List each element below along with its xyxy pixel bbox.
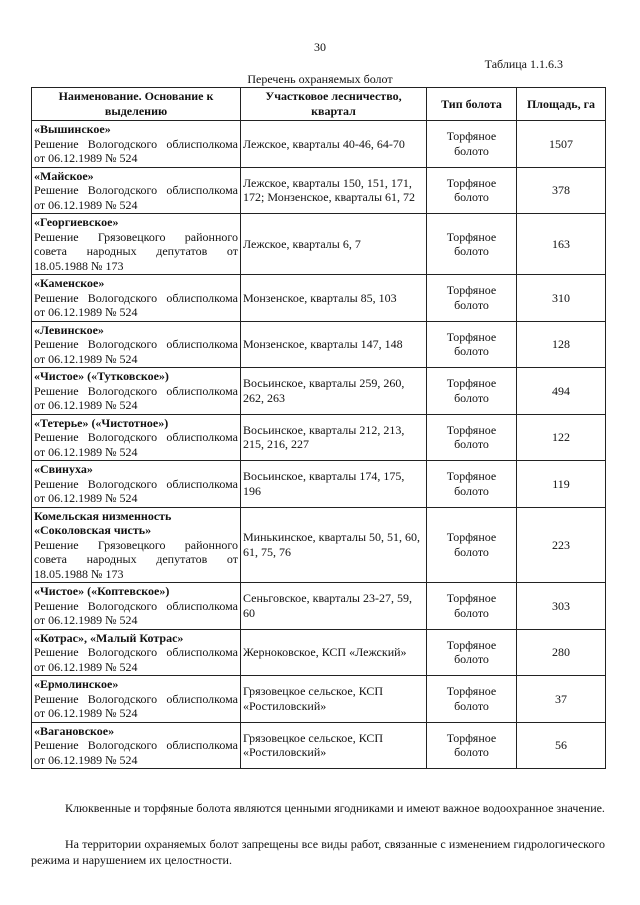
- cell-area: 122: [517, 414, 606, 461]
- table-row: [32, 275, 606, 322]
- cell-type: Торфяное болото: [427, 629, 517, 676]
- cell-name: [32, 507, 241, 583]
- cell-area: 280: [517, 629, 606, 676]
- bog-basis: Решение Вологодского облисполкома от 06.12.1989 № 524: [34, 136, 238, 165]
- header-area: Площадь, га: [517, 88, 606, 121]
- cell-forestry: Лежское, кварталы 6, 7: [241, 214, 427, 275]
- cell-area: 56: [517, 722, 606, 769]
- table-row: [32, 414, 606, 461]
- cell-forestry: Минькинское, кварталы 50, 51, 60, 61, 75, 76: [241, 507, 427, 583]
- cell-area: 378: [517, 167, 606, 214]
- cell-type: Торфяное болото: [427, 167, 517, 214]
- footer-paragraph-1: Клюквенные и торфяные болота являются ценными ягодниками и имеют важное водоохранное значение.: [65, 801, 605, 815]
- cell-forestry: Сеньговское, кварталы 23-27, 59, 60: [241, 583, 427, 630]
- bog-name: «Чистое» («Коптевское»): [34, 584, 170, 598]
- cell-type: Торфяное болото: [427, 507, 517, 583]
- cell-name: [32, 214, 241, 275]
- cell-forestry: Грязовецкое сельское, КСП «Ростиловский»: [241, 676, 427, 723]
- bog-name: «Котрас», «Малый Котрас»: [34, 630, 184, 645]
- cell-type: Торфяное болото: [427, 461, 517, 508]
- page-number: 30: [314, 40, 326, 54]
- cell-type: Торфяное болото: [427, 214, 517, 275]
- bog-name: «Тетерье» («Чистотное»): [34, 415, 169, 430]
- bog-name: «Майское»: [34, 168, 94, 183]
- bog-name: «Каменское»: [34, 276, 105, 290]
- table-row: [32, 321, 606, 368]
- table-row: [32, 368, 606, 415]
- cell-name: [32, 722, 241, 769]
- bog-basis: Решение Вологодского облисполкома от 06.12.1989 № 524: [34, 337, 238, 366]
- bog-name: «Вагановское»: [34, 723, 115, 738]
- table-row: [32, 121, 606, 168]
- cell-type: Торфяное болото: [427, 321, 517, 368]
- cell-name: [32, 583, 241, 630]
- cell-type: Торфяное болото: [427, 368, 517, 415]
- bog-basis: Решение Вологодского облисполкома от 06.12.1989 № 524: [34, 430, 238, 459]
- cell-name: [32, 414, 241, 461]
- header-name: Наименование. Основание к выделению: [32, 88, 241, 121]
- bog-name: «Свинуха»: [34, 462, 93, 476]
- cell-forestry: Жерноковское, КСП «Лежский»: [241, 629, 427, 676]
- cell-type: Торфяное болото: [427, 583, 517, 630]
- protected-bogs-table: [31, 87, 606, 769]
- cell-area: 303: [517, 583, 606, 630]
- table-caption: Перечень охраняемых болот: [247, 72, 393, 86]
- cell-name: [32, 629, 241, 676]
- cell-area: 37: [517, 676, 606, 723]
- cell-name: [32, 676, 241, 723]
- table-row: [32, 583, 606, 630]
- cell-forestry: Восьинское, кварталы 259, 260, 262, 263: [241, 368, 427, 415]
- cell-forestry: Лежское, кварталы 150, 151, 171, 172; Монзенское, кварталы 61, 72: [241, 167, 427, 214]
- cell-forestry: Лежское, кварталы 40-46, 64-70: [241, 121, 427, 168]
- cell-forestry: Восьинское, кварталы 212, 213, 215, 216, 227: [241, 414, 427, 461]
- bog-basis: Решение Грязовецкого районного совета народных депутатов от 18.05.1988 № 173: [34, 229, 238, 273]
- cell-forestry: Грязовецкое сельское, КСП «Ростиловский»: [241, 722, 427, 769]
- table-row: [32, 461, 606, 508]
- table-header-row: [32, 88, 606, 121]
- cell-area: 494: [517, 368, 606, 415]
- bog-name: «Вышинское»: [34, 122, 111, 136]
- bog-basis: Решение Вологодского облисполкома от 06.12.1989 № 524: [34, 645, 238, 674]
- cell-area: 119: [517, 461, 606, 508]
- cell-name: [32, 321, 241, 368]
- cell-area: 1507: [517, 121, 606, 168]
- bog-name: «Левинское»: [34, 322, 104, 337]
- cell-name: [32, 275, 241, 322]
- header-forestry: Участковое лесничество, квартал: [241, 88, 427, 121]
- table-row: [32, 676, 606, 723]
- bog-name: «Чистое» («Тутковское»): [34, 369, 169, 383]
- cell-forestry: Монзенское, кварталы 85, 103: [241, 275, 427, 322]
- cell-name: [32, 461, 241, 508]
- cell-area: 223: [517, 507, 606, 583]
- bog-basis: Решение Вологодского облисполкома от 06.12.1989 № 524: [34, 383, 238, 412]
- cell-name: [32, 167, 241, 214]
- table-row: [32, 629, 606, 676]
- cell-type: Торфяное болото: [427, 414, 517, 461]
- table-id: Таблица 1.1.6.3: [484, 57, 563, 71]
- bog-basis: Решение Вологодского облисполкома от 06.12.1989 № 524: [34, 691, 238, 720]
- bog-basis: Решение Вологодского облисполкома от 06.12.1989 № 524: [34, 598, 238, 627]
- cell-area: 128: [517, 321, 606, 368]
- cell-forestry: Восьинское, кварталы 174, 175, 196: [241, 461, 427, 508]
- bog-basis: Решение Вологодского облисполкома от 06.12.1989 № 524: [34, 738, 238, 767]
- bog-name: «Ермолинское»: [34, 677, 119, 691]
- bog-basis: Решение Вологодского облисполкома от 06.12.1989 № 524: [34, 476, 238, 505]
- bog-name: Комельская низменность «Соколовская чисть»: [34, 508, 172, 537]
- cell-name: [32, 121, 241, 168]
- cell-forestry: Монзенское, кварталы 147, 148: [241, 321, 427, 368]
- table-row: [32, 507, 606, 583]
- cell-type: Торфяное болото: [427, 121, 517, 168]
- bog-basis: Решение Грязовецкого районного совета народных депутатов от 18.05.1988 № 173: [34, 537, 238, 581]
- cell-type: Торфяное болото: [427, 722, 517, 769]
- table-body: [32, 121, 606, 769]
- table-row: [32, 167, 606, 214]
- header-type: Тип болота: [427, 88, 517, 121]
- table-row: [32, 722, 606, 769]
- cell-name: [32, 368, 241, 415]
- cell-area: 163: [517, 214, 606, 275]
- cell-area: 310: [517, 275, 606, 322]
- bog-name: «Георгиевское»: [34, 215, 119, 229]
- bog-basis: Решение Вологодского облисполкома от 06.12.1989 № 524: [34, 183, 238, 212]
- footer-paragraph-2: На территории охраняемых болот запрещены все виды работ, связанные с изменением гидрологического режима и нарушением их целостности.: [31, 837, 605, 867]
- bog-basis: Решение Вологодского облисполкома от 06.12.1989 № 524: [34, 290, 238, 319]
- cell-type: Торфяное болото: [427, 676, 517, 723]
- cell-type: Торфяное болото: [427, 275, 517, 322]
- table-row: [32, 214, 606, 275]
